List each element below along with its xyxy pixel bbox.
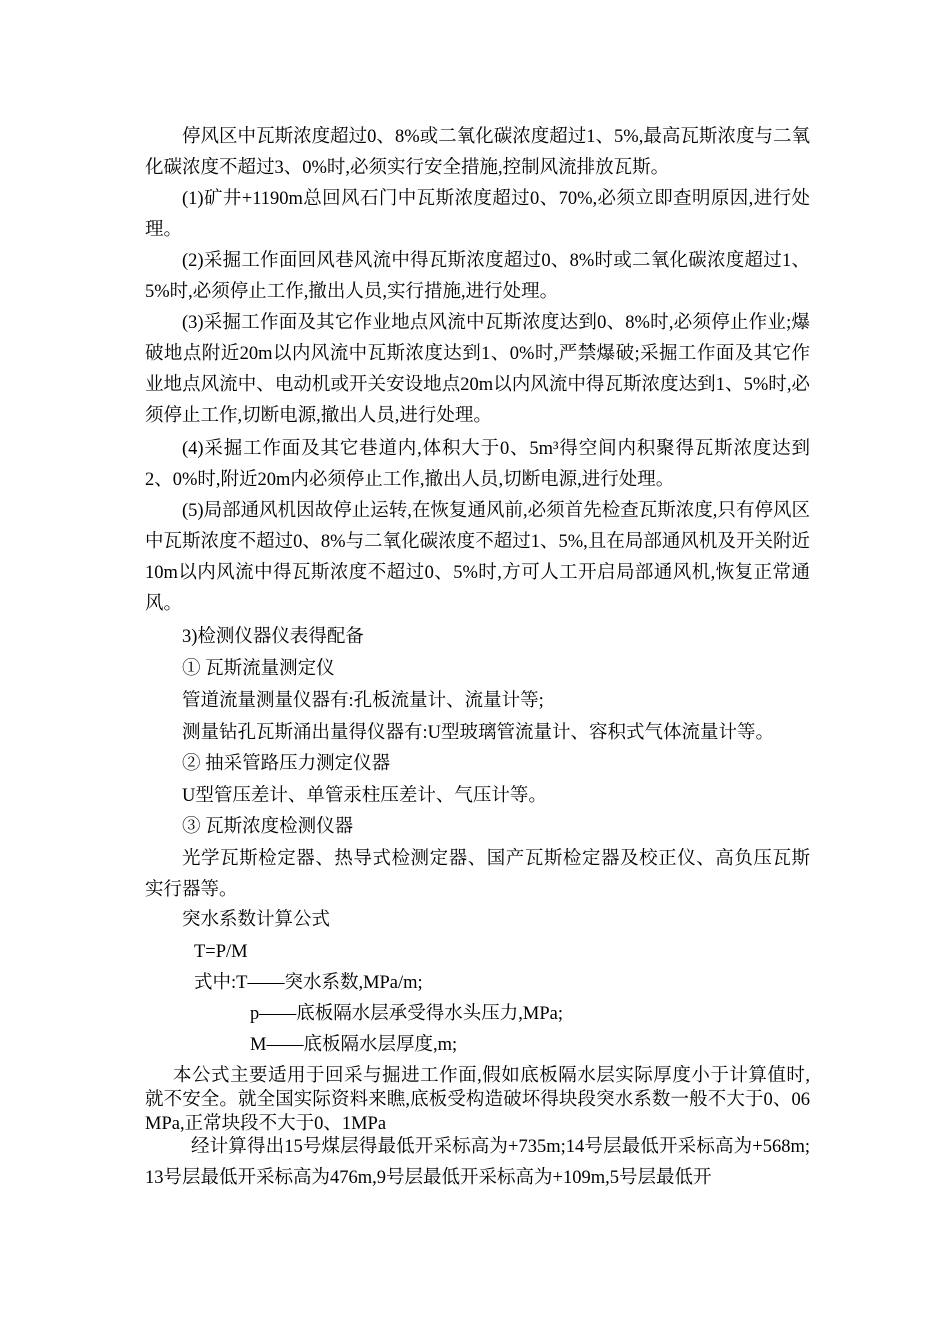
list-item-gas-flow-meter: ① 瓦斯流量测定仪 [182, 659, 335, 679]
paragraph-rule-1: (1)矿井+1190m总回风石门中瓦斯浓度超过0、70%,必须立即查明原因,进行处理。 [145, 189, 810, 240]
list-text-pressure-gauges: U型管压差计、单管汞柱压差计、气压计等。 [182, 786, 547, 806]
list-text-gas-detectors: 光学瓦斯检定器、热导式检测定器、国产瓦斯检定器及校正仪、高负压瓦斯实行器等。 [145, 849, 810, 900]
list-item-pressure-instruments: ② 抽采管路压力测定仪器 [182, 754, 391, 774]
section-heading-instruments: 3)检测仪器仪表得配备 [182, 627, 364, 647]
formula-where-p: p——底板隔水层承受得水头压力,MPa; [250, 1004, 563, 1024]
formula-where-t: 式中:T——突水系数,MPa/m; [194, 973, 423, 993]
paragraph-rule-2: (2)采掘工作面回风巷风流中得瓦斯浓度超过0、8%时或二氧化碳浓度超过1、5%时,必须停止工作,撤出人员,实行措施,进行处理。 [145, 251, 810, 302]
list-text-pipe-flow: 管道流量测量仪器有:孔板流量计、流量计等; [182, 691, 544, 711]
paragraph-rule-4: (4)采掘工作面及其它巷道内,体积大于0、5m³得空间内积聚得瓦斯浓度达到2、0%时,附近20m内必须停止工作,撤出人员,切断电源,进行处理。 [145, 439, 810, 490]
paragraph-mining-elevations: 经计算得出15号煤层得最低开采标高为+735m;14号层最低开采标高为+568m;13号层最低开采标高为476m,9号层最低开采标高为+109m,5号层最低开 [145, 1137, 810, 1188]
list-item-gas-concentration: ③ 瓦斯浓度检测仪器 [182, 817, 354, 837]
paragraph-ventilation-gas: 停风区中瓦斯浓度超过0、8%或二氧化碳浓度超过1、5%,最高瓦斯浓度与二氧化碳浓度不超过3、0%时,必须实行安全措施,控制风流排放瓦斯。 [145, 127, 810, 178]
formula-where-m: M——底板隔水层厚度,m; [250, 1035, 458, 1055]
formula-title: 突水系数计算公式 [182, 910, 331, 930]
formula-expression: T=P/M [194, 942, 248, 962]
list-text-borehole-flow: 测量钻孔瓦斯涌出量得仪器有:U型玻璃管流量计、容积式气体流量计等。 [182, 723, 775, 743]
paragraph-rule-3: (3)采掘工作面及其它作业地点风流中瓦斯浓度达到0、8%时,必须停止作业;爆破地点附近20m以内风流中瓦斯浓度达到1、0%时,严禁爆破;采掘工作面及其它作业地点风流中、电动机或开关安设地点20m以内风流中得瓦斯浓度达到1、5%时,必须停止工作,切断电源,撤出人员,进行处理。 [145, 313, 810, 426]
paragraph-formula-explanation: 本公式主要适用于回采与掘进工作面,假如底板隔水层实际厚度小于计算值时,就不安全。就全国实际资料来瞧,底板受构造破坏得块段突水系数一般不大于0、06MPa,正常块段不大于0、1MPa [145, 1066, 810, 1134]
paragraph-rule-5: (5)局部通风机因故停止运转,在恢复通风前,必须首先检查瓦斯浓度,只有停风区中瓦斯浓度不超过0、8%与二氧化碳浓度不超过1、5%,且在局部通风机及开关附近10m以内风流中得瓦斯浓度不超过0、5%时,方可人工开启局部通风机,恢复正常通风。 [145, 501, 810, 614]
